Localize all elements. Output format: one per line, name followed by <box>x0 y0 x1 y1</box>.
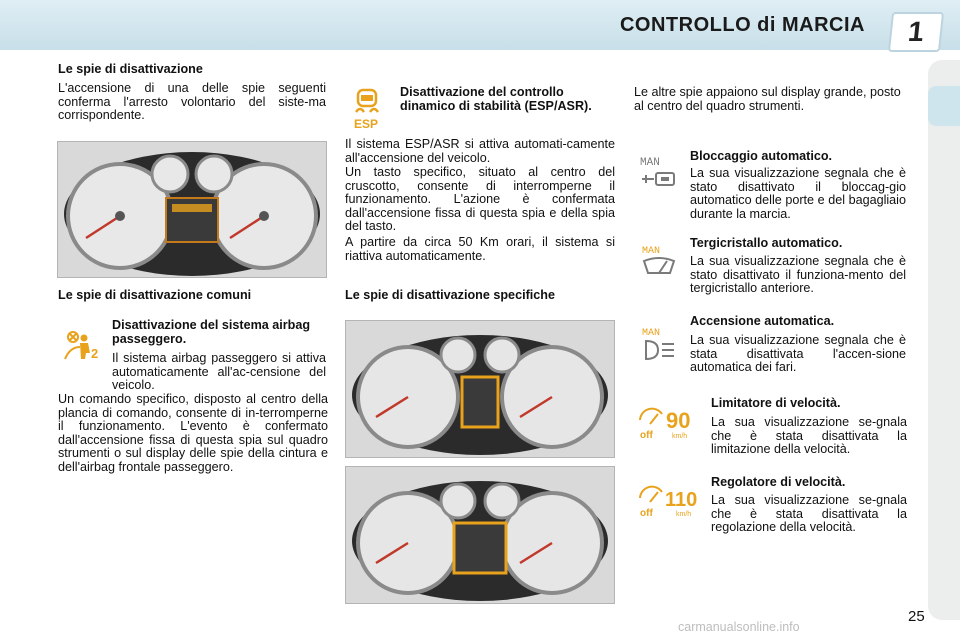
esp-off-icon <box>350 86 384 130</box>
man-lights-label: MAN <box>642 328 661 339</box>
limiter-unit: km/h <box>672 433 688 440</box>
regulator-unit: km/h <box>676 511 692 518</box>
man-wiper-label: MAN <box>642 246 661 257</box>
item-text-regulator: La sua visualizzazione se-gnala che è stata disattivata la regolazione della velocità. <box>711 493 907 535</box>
esp-paragraph-3: A partire da circa 50 Km orari, il sistema si riattiva automaticamente. <box>345 235 615 263</box>
airbag-off-icon <box>60 329 102 361</box>
item-title-limiter: Limitatore di velocità. <box>711 396 841 410</box>
svg-text:2: 2 <box>91 346 99 361</box>
item-title-wiper: Tergicristallo automatico. <box>690 236 843 250</box>
footer-watermark[interactable]: carmanualsonline.info <box>678 620 800 634</box>
page-number: 25 <box>908 608 925 625</box>
instrument-cluster-photo <box>57 141 327 278</box>
chapter-tab[interactable] <box>928 86 960 126</box>
item-title-lights: Accensione automatica. <box>690 314 835 328</box>
chapter-number: 1 <box>888 12 944 52</box>
speed-limiter-icon <box>636 402 702 440</box>
cluster-display-photo-top <box>345 320 615 458</box>
limiter-state: off <box>640 430 653 440</box>
esp-paragraph-1: Il sistema ESP/ASR si attiva automati-camente all'accensione del veicolo. <box>345 137 615 165</box>
man-lights-icon <box>640 325 678 363</box>
item-text-limiter: La sua visualizzazione se-gnala che è stata disattivata la limitazione della velocità. <box>711 415 907 457</box>
airbag-detail: Un comando specifico, disposto al centro della plancia di comando, consente di in-terromperne il funzionamento. L'evento è confermato dall'accensione fissa di questa spia sul quadro strumenti o sul display delle spie della cintura e dell'airbag frontale passeggero. <box>58 392 328 474</box>
section-heading-specific: Le spie di disattivazione specifiche <box>345 288 555 302</box>
item-title-regulator: Regolatore di velocità. <box>711 475 846 489</box>
item-text-lights: La sua visualizzazione segnala che è stata disattivata l'accen-sione automatica dei fari. <box>690 333 906 375</box>
airbag-title: Disattivazione del sistema airbag passeggero. <box>112 318 311 346</box>
regulator-state: off <box>640 508 653 518</box>
section-heading-common: Le spie di disattivazione comuni <box>58 288 252 302</box>
page-title: CONTROLLO di MARCIA <box>619 14 865 36</box>
esp-icon-label: ESP <box>354 117 379 130</box>
man-lock-label: MAN <box>640 157 660 169</box>
cluster-display-photo-bottom <box>345 466 615 604</box>
man-lock-icon <box>638 153 678 189</box>
airbag-text: Il sistema airbag passeggero si attiva automaticamente all'ac-censione del veicolo. <box>112 351 326 393</box>
display-intro: Le altre spie appaiono sul display grande, posto al centro del quadro strumenti. <box>634 85 901 113</box>
esp-title: Disattivazione del controllo dinamico di stabilità (ESP/ASR). <box>400 85 592 113</box>
esp-paragraph-2: Un tasto specifico, situato al centro del cruscotto, consente di interromperne il funzionamento. L'azione è confermata dall'accensione fissa di questa spia e della spia del tasto. <box>345 165 615 234</box>
side-rail <box>928 60 960 620</box>
cruise-control-icon <box>636 480 704 518</box>
regulator-value: 110 <box>665 489 698 511</box>
item-title-lock: Bloccaggio automatico. <box>690 149 833 163</box>
limiter-value: 90 <box>666 408 691 433</box>
item-text-wiper: La sua visualizzazione segnala che è stato disattivato il funziona-mento del tergicristallo anteriore. <box>690 254 906 296</box>
section-heading: Le spie di disattivazione <box>58 62 203 76</box>
intro-paragraph: L'accensione di una delle spie seguenti conferma l'arresto volontario del siste-ma corrispondente. <box>58 81 326 123</box>
man-wiper-icon <box>640 243 678 279</box>
item-text-lock: La sua visualizzazione segnala che è stato disattivato il bloccag-gio automatico delle porte e del bagagliaio durante la marcia. <box>690 166 906 221</box>
